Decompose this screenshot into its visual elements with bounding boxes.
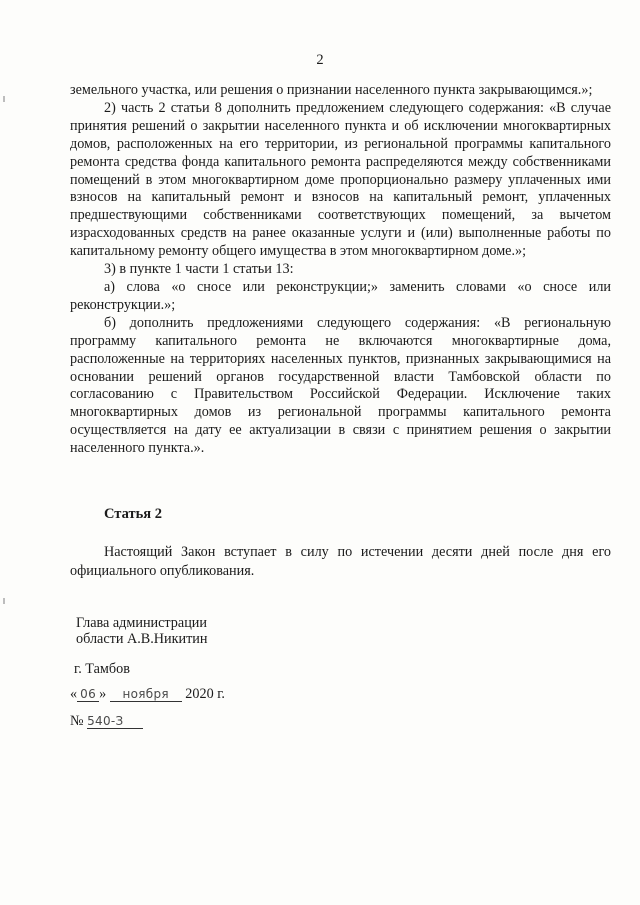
number-sign: №	[70, 713, 84, 729]
number-blank	[87, 714, 143, 729]
signature-block	[76, 616, 207, 647]
number-line	[70, 713, 143, 730]
date-day-blank	[77, 687, 99, 702]
page-number: 2	[316, 52, 324, 68]
place: г. Тамбов	[74, 661, 130, 677]
date-close-quote: »	[99, 686, 107, 702]
scan-speck	[3, 96, 5, 102]
date-month: ноября	[122, 687, 169, 701]
paragraph: земельного участка, или решения о признании населенного пункта закрывающимся.»;	[70, 82, 593, 98]
paragraph: 2) часть 2 статьи 8 дополнить предложением следующего содержания: «В случае принятия решений о закрытии населенного пункта и об исключении многоквартирных домов, расположенных на его территории, из региональной программы капитального ремонта средства фонда капитального ремонта распределяются между собственниками помещений в этом многоквартирном доме пропорционально размеру уплаченных ими взносов на капитальный ремонт и взносов на капитальный ремонт, уплаченных предшествующими собственниками соответствующих помещений, за вычетом израсходованных средств на ранее оказанные услуги и (или) выполненные работы по капитальному ремонту общего имущества в этом многоквартирном доме.»;	[70, 99, 611, 260]
paragraph: а) слова «о сносе или реконструкции;» заменить словами «о сносе или реконструкции.»;	[70, 278, 611, 313]
date-year: 2020 г.	[185, 686, 225, 702]
paragraph: б) дополнить предложениями следующего содержания: «В региональную программу капитального ремонта не включаются многоквартирные дома, расположенные на территориях населенных пунктов, признанных закрывающимися на основании решений органов государственной власти Тамбовской области по согласованию с Правительством Российской Федерации. Исключение таких многоквартирных домов из региональной программы капитального ремонта осуществляется на дату ее актуализации в связи с принятием решения о закрытии населенного пункта.».	[70, 314, 611, 457]
scan-speck	[3, 598, 5, 604]
paragraph: 3) в пункте 1 части 1 статьи 13:	[104, 261, 294, 278]
signature-title: Глава администрации	[76, 615, 207, 631]
number-value: 540-З	[87, 714, 124, 728]
signature-name: области А.В.Никитин	[76, 630, 208, 647]
body-text	[70, 82, 611, 458]
date-line	[70, 686, 225, 703]
article-heading: Статья 2	[104, 506, 162, 522]
date-open-quote: «	[70, 686, 78, 702]
date-day: 06	[80, 687, 97, 701]
date-month-blank	[110, 687, 182, 702]
article-text: Настоящий Закон вступает в силу по истечении десяти дней после дня его официального опубликования.	[70, 544, 611, 579]
